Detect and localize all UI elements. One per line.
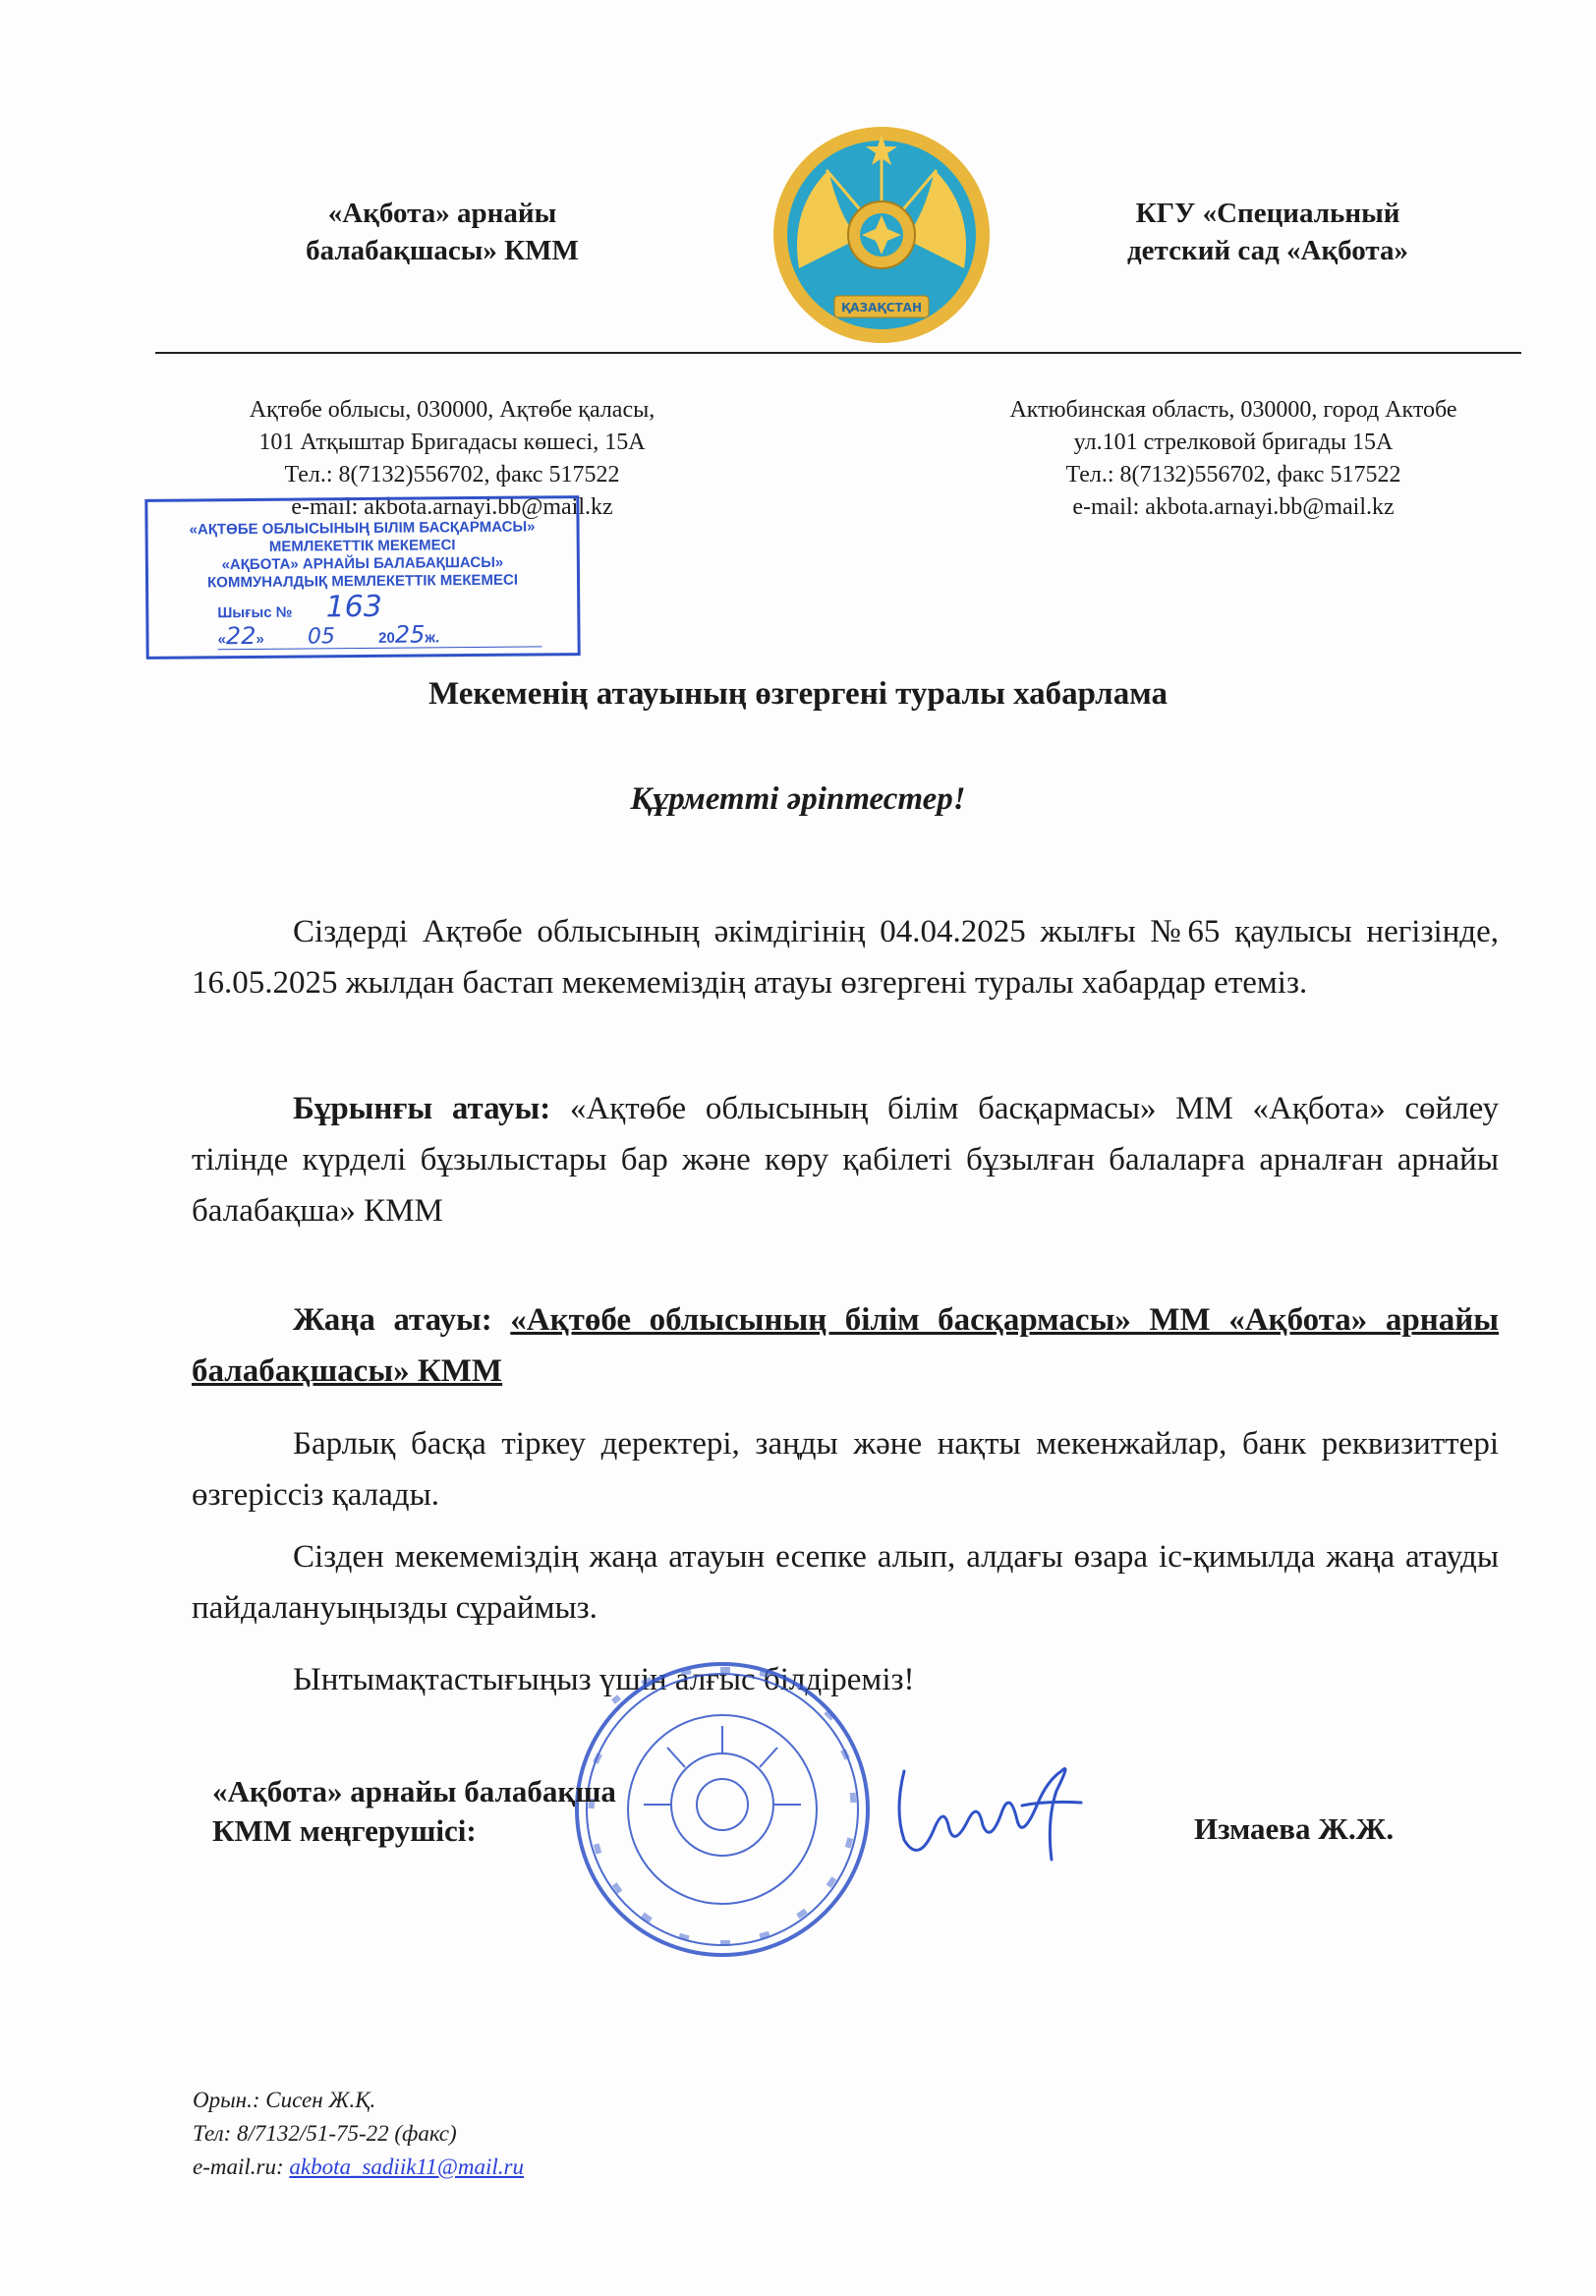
stamp-date-month: 05 [307,624,336,650]
footer-executor: Орын.: Сисен Ж.Қ. [193,2088,376,2112]
signature-position [212,1772,616,1851]
document-title: Мекеменің атауының өзгергені туралы хабарлама [428,676,1168,712]
stamp-date-day: 22 [225,621,256,651]
signature-position-line1: «Ақбота» арнайы балабақша [212,1774,616,1808]
header-right-line2: детский сад «Ақбота» [1126,235,1409,266]
stamp-number-row [217,589,512,625]
emblem-text: ҚАЗАҚСТАН [840,301,923,315]
body-p6: Ынтымақтастығыңыз үшін алғыс білдіреміз! [293,1662,915,1697]
footer-email-row [193,2151,524,2184]
body-p4: Барлық басқа тіркеу деректері, заңды және нақты мекенжайлар, банк реквизиттері өзгеріссіз қалады. [192,1426,1499,1513]
stamp-date-open: « [217,631,226,649]
stamp-year-prefix: 20 [378,629,395,647]
stamp-date-close: » [256,630,264,648]
address-right-line: Тел.: 8(7132)556702, факс 517522 [1065,462,1401,488]
stamp-line3: «АҚБОТА» АРНАЙЫ БАЛАБАҚШАСЫ» [221,553,504,574]
footer [193,2084,524,2184]
footer-phone: Тел: 8/7132/51-75-22 (факс) [193,2121,457,2146]
header-left [246,195,639,269]
header-left-line2: балабақшасы» КММ [306,235,579,266]
new-name-label: Жаңа атауы: [293,1302,492,1338]
body-paragraph-1 [192,906,1499,1008]
body-paragraph-new-name [192,1294,1499,1397]
header-right-line1: КГУ «Специальный [1135,198,1400,229]
stamp-line4: КОММУНАЛДЫҚ МЕМЛЕКЕТТІК МЕКЕМЕСІ [207,571,519,592]
address-right [948,394,1518,524]
new-name-text: «Ақтөбе облысының білім басқармасы» ММ «Ақбота» арнайы балабақшасы» КММ [192,1302,1499,1389]
footer-email-label: e-mail.ru: [193,2154,290,2179]
stamp-year-end: ж. [425,629,440,647]
address-left-line: 101 Атқыштар Бригадасы көшесі, 15А [258,430,646,455]
handwritten-signature-icon [875,1751,1101,1879]
stamp-outgoing-label: Шығыс № [217,603,293,622]
round-seal-icon [573,1657,873,1962]
footer-email-link[interactable]: akbota_sadiik11@mail.ru [289,2154,524,2179]
address-left-line: Тел.: 8(7132)556702, факс 517522 [284,462,620,488]
body-p1: Сіздерді Ақтөбе облысының әкімдігінің 04.04.2025 жылғы №65 қаулысы негізінде, 16.05.2025 жылдан бастап мекемеміздің атауы өзгергені туралы хабардар етеміз. [192,914,1499,1001]
stamp-outgoing-number: 163 [325,589,383,625]
body-p5: Сізден мекемеміздің жаңа атауын есепке алып, алдағы өзара іс-қимылда жаңа атауды пайдалануыңызды сұраймыз. [192,1539,1499,1626]
old-name-text: «Ақтөбе облысының білім басқармасы» ММ «Ақбота» сөйлеу тілінде күрделі бұзылыстары бар және көру қабілеті бұзылған балаларға арналған арнайы балабақша» КММ [192,1091,1499,1229]
address-left-email: e-mail: akbota.arnayi.bb@mail.kz [291,494,613,520]
outgoing-stamp [144,495,580,660]
signature-name: Измаева Ж.Ж. [1194,1811,1395,1846]
stamp-date-row [217,620,542,651]
stamp-line2: МЕМЛЕКЕТТІК МЕКЕМЕСІ [268,537,456,555]
header-left-line1: «Ақбота» арнайы [327,198,557,229]
stamp-year-suffix: 25 [394,620,426,649]
body-paragraph-5 [192,1531,1499,1634]
address-right-email: e-mail: akbota.arnayi.bb@mail.kz [1072,494,1395,520]
state-emblem-icon [770,121,994,349]
address-left-line: Ақтөбе облысы, 030000, Ақтөбе қаласы, [249,397,656,423]
old-name-label: Бұрынғы атауы: [293,1091,551,1126]
header-divider [155,352,1521,354]
body-paragraph-4 [192,1418,1499,1521]
body-paragraph-old-name [192,1083,1499,1236]
stamp-line1: «АҚТӨБЕ ОБЛЫСЫНЫҢ БІЛІМ БАСҚАРМАСЫ» [189,518,536,539]
address-right-line: ул.101 стрелковой бригады 15А [1073,430,1394,455]
signature-position-line2: КММ меңгерушісі: [212,1813,477,1848]
address-right-line: Актюбинская область, 030000, город Актобе [1009,397,1457,423]
greeting: Құрметті әріптестер! [630,781,966,817]
header-right [1071,195,1464,269]
